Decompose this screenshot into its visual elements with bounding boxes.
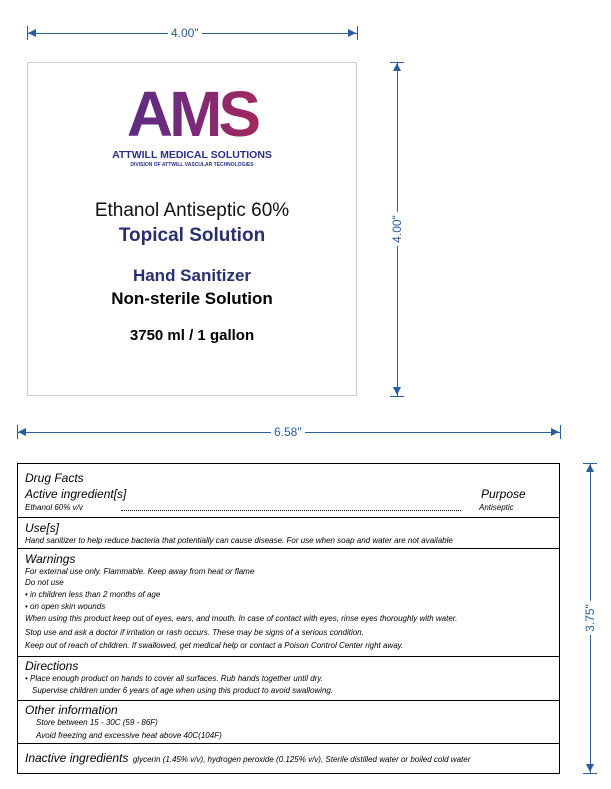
active-ingredient-value: Ethanol 60% v/v <box>25 503 83 512</box>
divider <box>18 656 559 657</box>
inactive-heading: Inactive ingredients <box>25 751 129 765</box>
label-width-text: 4.00" <box>168 26 202 40</box>
other-info-line: Avoid freezing and excessive heat above 40C(104F) <box>36 731 222 740</box>
warning-line: • in children less than 2 months of age <box>25 590 161 599</box>
purpose-heading: Purpose <box>481 487 526 501</box>
dimension-tick <box>583 773 597 774</box>
inactive-text: glycerin (1.45% v/v), hydrogen peroxide (0.125% v/v), Sterile distilled water or boiled cold water <box>132 755 471 764</box>
uses-text: Hand sanitizer to help reduce bacteria that potentially can cause disease. For use when soap and water are not available <box>25 536 453 545</box>
warning-line: For external use only. Flammable. Keep away from heat or flame <box>25 567 255 576</box>
arrow-right-icon <box>551 428 559 436</box>
logo-mark: AMS <box>28 79 356 149</box>
product-name: Ethanol Antiseptic 60% <box>94 200 290 221</box>
dot-leader <box>121 510 461 511</box>
dimension-tick <box>390 396 404 397</box>
divider <box>18 743 559 744</box>
warning-line: Do not use <box>25 578 64 587</box>
product-label <box>27 62 357 396</box>
purpose-value: Antiseptic <box>479 503 514 512</box>
arrow-up-icon <box>586 464 594 472</box>
arrow-down-icon <box>393 387 401 395</box>
other-info-line: Store between 15 - 30C (59 - 86F) <box>36 718 158 727</box>
active-ingredient-heading: Active ingredient[s] <box>25 487 127 501</box>
warnings-heading: Warnings <box>25 552 76 566</box>
warning-line: Stop use and ask a doctor if irritation or rash occurs. These may be signs of a serious condition. <box>25 628 364 637</box>
dimension-tick <box>357 26 358 40</box>
product-form: Topical Solution <box>118 225 266 246</box>
other-info-heading: Other information <box>25 703 118 717</box>
direction-line: • Place enough product on hands to cover all surfaces. Rub hands together until dry. <box>25 674 323 683</box>
facts-height-text: 3.75" <box>583 601 597 635</box>
label-height-text: 4.00" <box>390 212 404 246</box>
divider <box>18 548 559 549</box>
arrow-left-icon <box>18 428 26 436</box>
divider <box>18 517 559 518</box>
arrow-up-icon <box>393 63 401 71</box>
arrow-down-icon <box>586 764 594 772</box>
arrow-left-icon <box>28 29 36 37</box>
product-volume: 3750 ml / 1 gallon <box>129 327 255 344</box>
directions-heading: Directions <box>25 659 79 673</box>
divider <box>18 700 559 701</box>
logo-company: ATTWILL MEDICAL SOLUTIONS <box>112 149 272 161</box>
product-type: Hand Sanitizer <box>132 266 252 285</box>
facts-width-text: 6.58" <box>271 425 305 439</box>
logo-division: DIVISION OF ATTWILL VASCULAR TECHNOLOGIES <box>130 162 254 168</box>
inactive-ingredients <box>25 751 470 765</box>
warning-line: • on open skin wounds <box>25 602 106 611</box>
dimension-tick <box>560 425 561 439</box>
product-sterility: Non-sterile Solution <box>111 289 273 308</box>
arrow-right-icon <box>348 29 356 37</box>
warning-line: Keep out of reach of children. If swallowed, get medical help or contact a Poison Control Center right away. <box>25 641 404 650</box>
drug-facts-title: Drug Facts <box>25 471 84 485</box>
drug-facts-panel <box>17 463 560 774</box>
warning-line: When using this product keep out of eyes, ears, and mouth. In case of contact with eyes, rinse eyes thoroughly with water. <box>25 614 458 623</box>
uses-heading: Use[s] <box>25 521 60 535</box>
ams-logo <box>28 79 356 169</box>
direction-line: Supervise children under 6 years of age when using this product to avoid swallowing. <box>32 686 334 695</box>
